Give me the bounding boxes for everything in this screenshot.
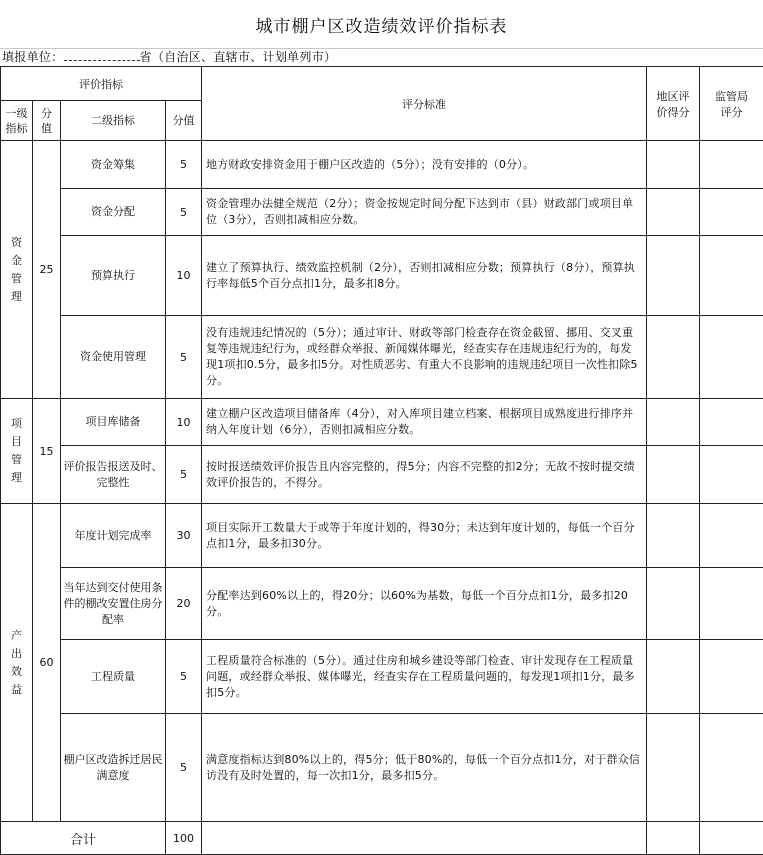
level2-score: 20 [166, 568, 202, 640]
title-text: 城市棚户区改造绩效评价指标表 [255, 16, 508, 37]
scoring-standard: 分配率达到60%以上的，得20分；以60%为基数，每低一个百分点扣1分，最多扣20分。 [202, 568, 647, 640]
level1-char: 资 [11, 235, 22, 249]
supervisory-score-cell[interactable] [700, 236, 763, 316]
supervisory-score-cell[interactable] [700, 189, 763, 236]
regional-score-cell[interactable] [647, 504, 700, 568]
level2-score: 5 [166, 189, 202, 236]
header-supervisory-score-line1: 监管局 [715, 89, 748, 103]
supervisory-score-cell[interactable] [700, 316, 763, 399]
level2-score: 5 [166, 640, 202, 714]
header-regional-score-line2: 价得分 [656, 105, 690, 119]
supervisory-score-cell[interactable] [700, 446, 763, 504]
level1-char: 管 [11, 453, 22, 466]
level2-score: 5 [166, 316, 202, 399]
total-standard-cell [202, 822, 647, 855]
header-regional-score [647, 67, 700, 141]
table-row [1, 141, 763, 189]
level2-name: 当年达到交付使用条件的棚改安置住房分配率 [61, 568, 166, 640]
level2-name: 资金使用管理 [61, 316, 166, 399]
level2-score: 5 [166, 714, 202, 822]
level1-funds-management [1, 141, 33, 399]
scoring-standard: 没有违规违纪情况的（5分）；通过审计、财政等部门检查存在资金截留、挪用、交叉重复等违规违纪行为，或经群众举报、新闻媒体曝光，经查实存在违规违纪行为的，每发现1项扣0.5分，最多扣5分。对性质恶劣、有重大不良影响的违规违纪项目一次性扣除5分。 [202, 316, 647, 399]
level2-score: 5 [166, 446, 202, 504]
level2-name: 年度计划完成率 [61, 504, 166, 568]
header-points [33, 101, 61, 141]
scoring-standard: 建立棚户区改造项目储备库（4分），对入库项目建立档案、根据项目成熟度进行排序并纳入年度计划（6分），否则扣减相应分数。 [202, 399, 647, 446]
regional-score-cell[interactable] [647, 189, 700, 236]
header-points-line1: 分 [41, 106, 52, 120]
level1-char: 目 [11, 435, 22, 448]
header-level1 [1, 101, 33, 141]
fill-blank[interactable] [64, 49, 140, 61]
level2-name: 项目库储备 [61, 399, 166, 446]
level1-char: 管 [11, 271, 22, 285]
level1-char: 项 [11, 417, 22, 430]
scoring-standard: 资金管理办法健全规范（2分）；资金按规定时间分配下达到市（县）财政部门或项目单位（3分），否则扣减相应分数。 [202, 189, 647, 236]
level2-score: 5 [166, 141, 202, 189]
regional-score-cell[interactable] [647, 446, 700, 504]
level2-name: 棚户区改造拆迁居民满意度 [61, 714, 166, 822]
header-scoring-standard: 评分标准 [202, 67, 647, 141]
regional-score-cell[interactable] [647, 714, 700, 822]
regional-score-cell[interactable] [647, 399, 700, 446]
level2-name: 评价报告报送及时、完整性 [61, 446, 166, 504]
level1-char: 金 [11, 253, 22, 267]
table-row [1, 236, 763, 316]
fill-line [0, 49, 763, 66]
level2-score: 30 [166, 504, 202, 568]
scoring-standard: 地方财政安排资金用于棚户区改造的（5分）；没有安排的（0分）。 [202, 141, 647, 189]
regional-score-cell[interactable] [647, 236, 700, 316]
total-regional-score-cell[interactable] [647, 822, 700, 855]
level1-char: 益 [11, 682, 22, 696]
header-score: 分值 [166, 101, 202, 141]
table-row [1, 640, 763, 714]
total-row [1, 822, 763, 855]
header-level1-line2: 指标 [5, 121, 28, 135]
fill-label: 填报单位： [2, 50, 64, 64]
scoring-standard: 工程质量符合标准的（5分）。通过住房和城乡建设等部门检查、审计发现存在工程质量问题，或经群众举报、媒体曝光，经查实存在工程质量问题的，每发现1项扣1分，最多扣5分。 [202, 640, 647, 714]
level1-project-management [1, 399, 33, 504]
total-supervisory-score-cell[interactable] [700, 822, 763, 855]
level2-name: 资金筹集 [61, 141, 166, 189]
level2-name: 资金分配 [61, 189, 166, 236]
supervisory-score-cell[interactable] [700, 399, 763, 446]
regional-score-cell[interactable] [647, 141, 700, 189]
supervisory-score-cell[interactable] [700, 141, 763, 189]
evaluation-table [0, 66, 763, 855]
table-row [1, 714, 763, 822]
header-points-line2: 值 [41, 121, 52, 135]
header-supervisory-score-line2: 评分 [720, 105, 743, 119]
supervisory-score-cell[interactable] [700, 504, 763, 568]
scoring-standard: 按时报送绩效评价报告且内容完整的，得5分；内容不完整的扣2分；无故不按时提交绩效评价报告的，不得分。 [202, 446, 647, 504]
header-regional-score-line1: 地区评 [656, 89, 690, 103]
supervisory-score-cell[interactable] [700, 568, 763, 640]
level1-output-benefit [1, 504, 33, 822]
level1-points: 60 [33, 504, 61, 822]
scoring-standard: 建立了预算执行、绩效监控机制（2分），否则扣减相应分数；预算执行（8分），预算执行率每低5个百分点扣1分，最多扣8分。 [202, 236, 647, 316]
level1-char: 产 [11, 628, 22, 642]
table-row [1, 568, 763, 640]
regional-score-cell[interactable] [647, 640, 700, 714]
level1-points: 15 [33, 399, 61, 504]
level1-char: 出 [11, 646, 22, 660]
supervisory-score-cell[interactable] [700, 714, 763, 822]
table-row [1, 189, 763, 236]
level2-score: 10 [166, 399, 202, 446]
table-row [1, 504, 763, 568]
header-level2: 二级指标 [61, 101, 166, 141]
fill-suffix: 省（自治区、直辖市、计划单列市） [139, 50, 337, 64]
page-title [0, 0, 763, 49]
table-row [1, 446, 763, 504]
level1-char: 理 [11, 471, 22, 484]
scoring-standard: 项目实际开工数量大于或等于年度计划的，得30分；未达到年度计划的，每低一个百分点扣1分，最多扣30分。 [202, 504, 647, 568]
supervisory-score-cell[interactable] [700, 640, 763, 714]
level2-name: 预算执行 [61, 236, 166, 316]
scoring-standard: 满意度指标达到80%以上的，得5分；低于80%的，每低一个百分点扣1分，对于群众信访没有及时处置的，每一次扣1分，最多扣5分。 [202, 714, 647, 822]
level2-score: 10 [166, 236, 202, 316]
level1-char: 效 [11, 664, 22, 678]
regional-score-cell[interactable] [647, 568, 700, 640]
table-row [1, 316, 763, 399]
header-level1-line1: 一级 [5, 106, 28, 120]
header-eval-indicator: 评价指标 [1, 67, 202, 101]
level1-points: 25 [33, 141, 61, 399]
level1-char: 理 [11, 289, 22, 303]
total-score: 100 [166, 822, 202, 855]
level2-name: 工程质量 [61, 640, 166, 714]
table-row [1, 399, 763, 446]
regional-score-cell[interactable] [647, 316, 700, 399]
total-label: 合计 [1, 822, 166, 855]
header-supervisory-score [700, 67, 763, 141]
